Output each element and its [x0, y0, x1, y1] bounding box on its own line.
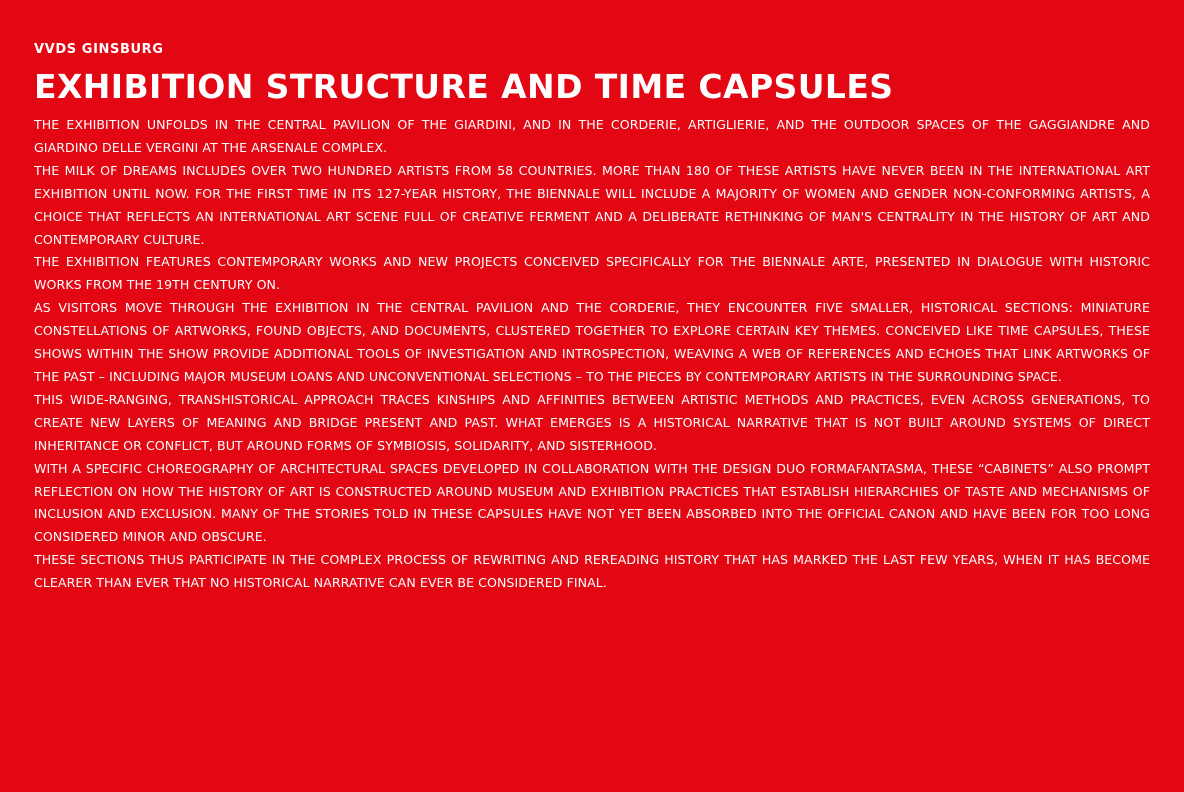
paragraph-cabinets: WITH A SPECIFIC CHOREOGRAPHY OF ARCHITECTURAL SPACES DEVELOPED IN COLLABORATION WITH THE DESIGN DUO FORMAFANTASMA, THESE “CABINETS” ALSO PROMPT REFLECTION ON HOW THE HISTORY OF ART IS CONSTRUCTED AROUND MUSEUM AND EXHIBITION PRACTICES THAT ESTABLISH HIERARCHIES OF TASTE AND MECHANISMS OF INCLUSION AND EXCLUSION. MANY OF THE STORIES TOLD IN THESE CAPSULES HAVE NOT YET BEEN ABSORBED INTO THE OFFICIAL CANON AND HAVE BEEN FOR TOO LONG CONSIDERED MINOR AND OBSCURE.: [34, 460, 1150, 545]
paragraph-rewriting-history: THESE SECTIONS THUS PARTICIPATE IN THE COMPLEX PROCESS OF REWRITING AND REREADING HISTORY THAT HAS MARKED THE LAST FEW YEARS, WHEN IT HAS BECOME CLEARER THAN EVER THAT NO HISTORICAL NARRATIVE CAN EVER BE CONSIDERED FINAL.: [34, 552, 1150, 591]
paragraph-contemporary-works: THE EXHIBITION FEATURES CONTEMPORARY WORKS AND NEW PROJECTS CONCEIVED SPECIFICALLY FOR THE BIENNALE ARTE, PRESENTED IN DIALOGUE WITH HISTORIC WORKS FROM THE 19TH CENTURY ON.: [34, 254, 1150, 293]
paragraph-transhistorical-approach: THIS WIDE-RANGING, TRANSHISTORICAL APPROACH TRACES KINSHIPS AND AFFINITIES BETWEEN ARTISTIC METHODS AND PRACTICES, EVEN ACROSS GENERATIONS, TO CREATE NEW LAYERS OF MEANING AND BRIDGE PRESENT AND PAST. WHAT EMERGES IS A HISTORICAL NARRATIVE THAT IS NOT BUILT AROUND SYSTEMS OF DIRECT INHERITANCE OR CONFLICT, BUT AROUND FORMS OF SYMBIOSIS, SOLIDARITY, AND SISTERHOOD.: [34, 391, 1150, 453]
article-body: [34, 114, 1150, 595]
paragraph-exhibition-locations: THE EXHIBITION UNFOLDS IN THE CENTRAL PAVILION OF THE GIARDINI, AND IN THE CORDERIE, ARTIGLIERIE, AND THE OUTDOOR SPACES OF THE GAGGIANDRE AND GIARDINO DELLE VERGINI AT THE ARSENALE COMPLEX.: [34, 117, 1150, 155]
paragraph-artists: THE MILK OF DREAMS INCLUDES OVER TWO HUNDRED ARTISTS FROM 58 COUNTRIES. MORE THAN 180 OF THESE ARTISTS HAVE NEVER BEEN IN THE INTERNATIONAL ART EXHIBITION UNTIL NOW. FOR THE FIRST TIME IN ITS 127-YEAR HISTORY, THE BIENNALE WILL INCLUDE A MAJORITY OF WOMEN AND GENDER NON-CONFORMING ARTISTS, A CHOICE THAT REFLECTS AN INTERNATIONAL ART SCENE FULL OF CREATIVE FERMENT AND A DELIBERATE RETHINKING OF MAN'S CENTRALITY IN THE HISTORY OF ART AND CONTEMPORARY CULTURE.: [34, 162, 1150, 247]
page-title: EXHIBITION STRUCTURE AND TIME CAPSULES: [34, 67, 894, 106]
paragraph-time-capsules: AS VISITORS MOVE THROUGH THE EXHIBITION IN THE CENTRAL PAVILION AND THE CORDERIE, THEY ENCOUNTER FIVE SMALLER, HISTORICAL SECTIONS: MINIATURE CONSTELLATIONS OF ARTWORKS, FOUND OBJECTS, AND DOCUMENTS, CLUSTERED TOGETHER TO EXPLORE CERTAIN KEY THEMES. CONCEIVED LIKE TIME CAPSULES, THESE SHOWS WITHIN THE SHOW PROVIDE ADDITIONAL TOOLS OF INVESTIGATION AND INTROSPECTION, WEAVING A WEB OF REFERENCES AND ECHOES THAT LINK ARTWORKS OF THE PAST – INCLUDING MAJOR MUSEUM LOANS AND UNCONVENTIONAL SELECTIONS – TO THE PIECES BY CONTEMPORARY ARTISTS IN THE SURROUNDING SPACE.: [34, 300, 1150, 384]
author-label: VVDS GINSBURG: [34, 42, 164, 57]
